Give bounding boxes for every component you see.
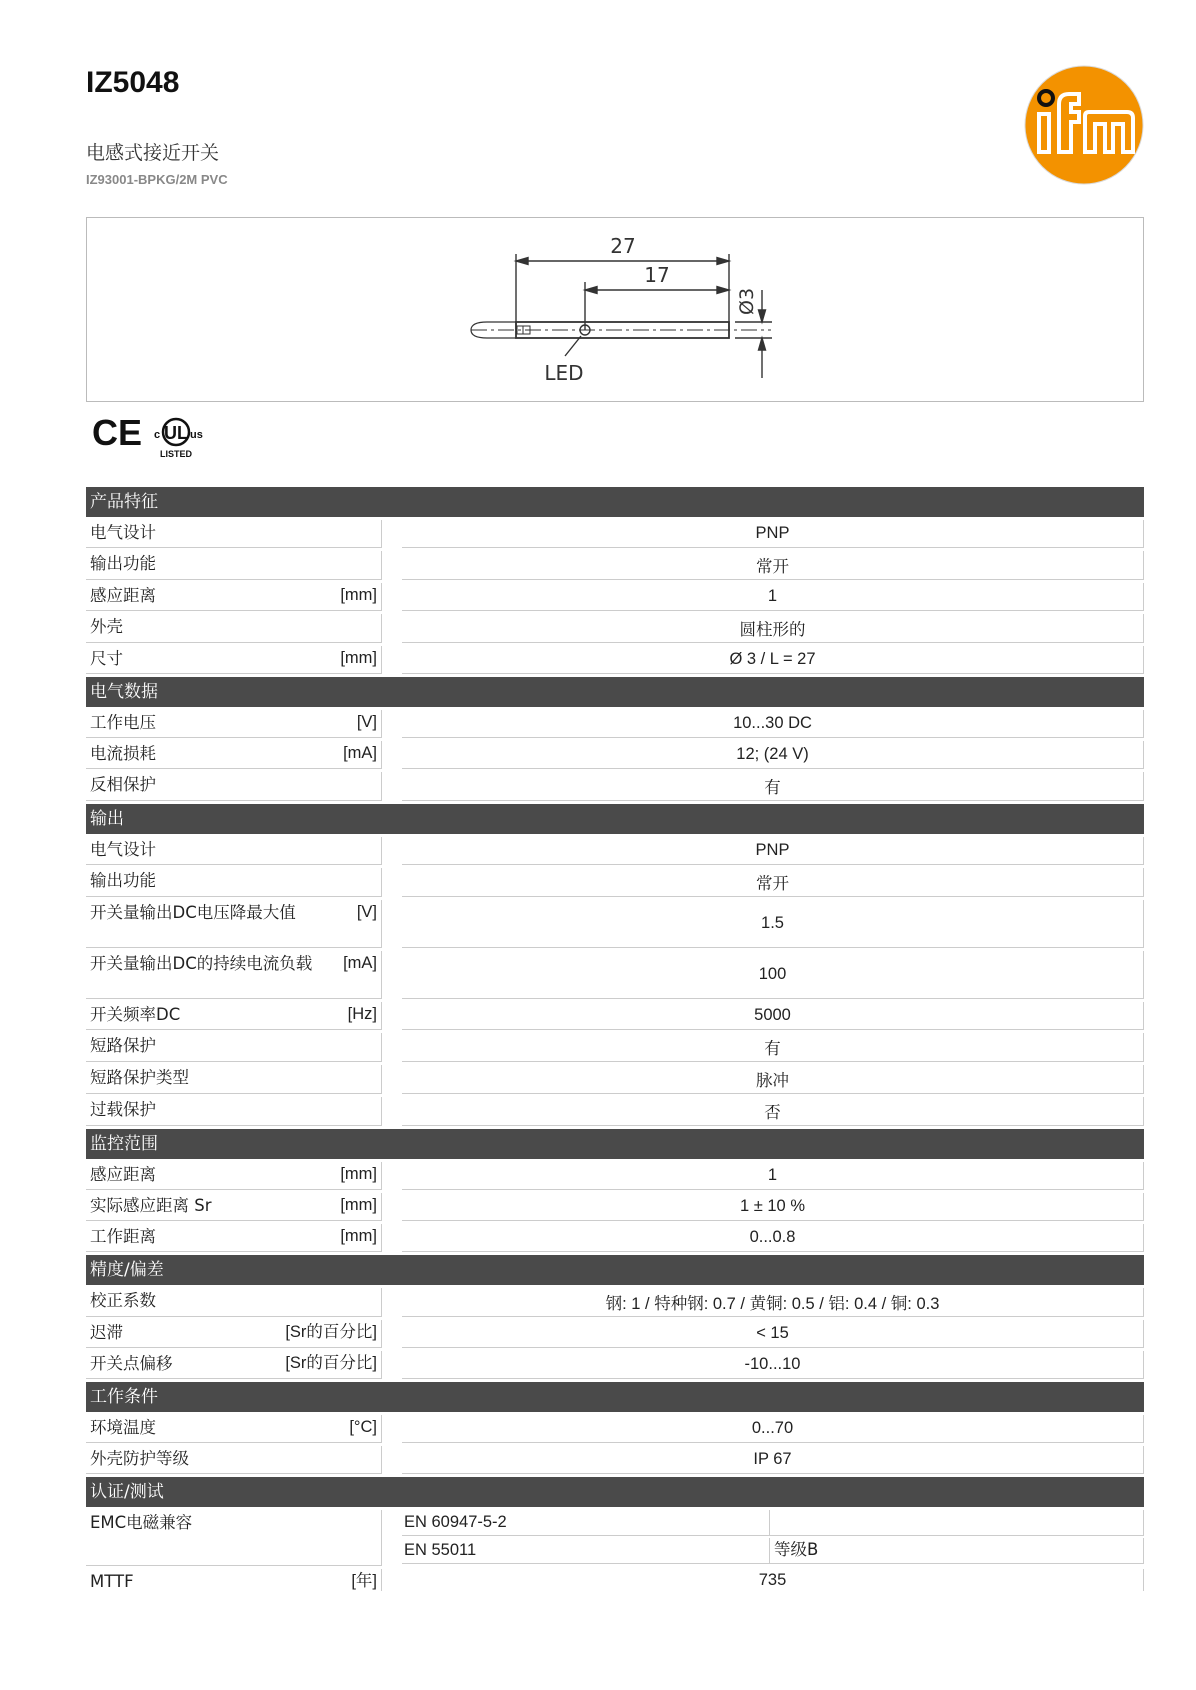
spec-row xyxy=(86,1002,1144,1030)
spec-value: 0...0.8 xyxy=(402,1224,1144,1252)
spec-label: 开关点偏移 xyxy=(90,1354,173,1373)
spec-row xyxy=(86,837,1144,865)
spec-value: 10...30 DC xyxy=(402,710,1144,738)
spec-label-cell xyxy=(86,900,382,948)
spec-row xyxy=(86,1224,1144,1252)
ce-mark: CE xyxy=(92,412,143,453)
spec-row xyxy=(86,520,1144,548)
spec-label-cell xyxy=(86,868,382,897)
spec-label: 输出功能 xyxy=(90,554,156,573)
spec-unit: [mA] xyxy=(343,744,377,762)
spec-value: 100 xyxy=(402,951,1144,999)
product-subtitle: 电感式接近开关 xyxy=(86,142,220,164)
spec-label: 开关频率DC xyxy=(90,1005,181,1024)
spec-label-cell xyxy=(86,1320,382,1348)
spec-row xyxy=(86,741,1144,769)
spec-row xyxy=(86,1097,1144,1126)
spec-row xyxy=(86,1415,1144,1443)
spec-value: 12; (24 V) xyxy=(402,741,1144,769)
spec-value: -10...10 xyxy=(402,1351,1144,1379)
spec-unit: [mm] xyxy=(340,1196,377,1214)
spec-value: 5000 xyxy=(402,1002,1144,1030)
emc-standard-row xyxy=(402,1510,1144,1536)
spec-label: 感应距离 xyxy=(90,586,156,605)
spec-row xyxy=(86,710,1144,738)
spec-label: 短路保护 xyxy=(90,1036,156,1055)
spec-label: 反相保护 xyxy=(90,775,156,794)
spec-label: 开关量输出DC电压降最大值 xyxy=(90,903,296,922)
spec-label: 尺寸 xyxy=(90,649,123,668)
spec-value: 否 xyxy=(402,1097,1144,1126)
spec-label-cell xyxy=(86,1415,382,1443)
spec-unit: [°C] xyxy=(349,1418,377,1436)
spec-label-cell xyxy=(86,1002,382,1030)
spec-label: 电流损耗 xyxy=(90,744,156,763)
emc-class xyxy=(770,1510,1144,1536)
ul-listed-mark: LISTED xyxy=(159,449,193,459)
certification-marks xyxy=(92,410,212,460)
spec-unit: [mm] xyxy=(340,1165,377,1183)
spec-row xyxy=(86,1288,1144,1317)
spec-label-cell xyxy=(86,614,382,643)
spec-label-cell xyxy=(86,837,382,865)
spec-label: 短路保护类型 xyxy=(90,1068,189,1087)
svg-text:UL: UL xyxy=(164,423,188,443)
spec-label-cell xyxy=(86,741,382,769)
ul-us-mark: us xyxy=(190,429,203,441)
spec-unit: [Hz] xyxy=(347,1005,377,1023)
mttf-label-cell xyxy=(86,1569,382,1591)
ul-c-mark: c xyxy=(154,429,161,441)
spec-label-cell xyxy=(86,551,382,580)
spec-unit: [Sr的百分比] xyxy=(285,1354,377,1372)
spec-row xyxy=(86,614,1144,643)
spec-label-cell xyxy=(86,1097,382,1126)
section-header: 产品特征 xyxy=(86,487,1144,517)
spec-value: 钢: 1 / 特种钢: 0.7 / 黄铜: 0.5 / 铝: 0.4 / 铜: 0.3 xyxy=(402,1288,1144,1317)
spec-label: 输出功能 xyxy=(90,871,156,890)
spec-value: 常开 xyxy=(402,551,1144,580)
spec-label-cell xyxy=(86,583,382,611)
mttf-value: 735 xyxy=(402,1569,1144,1591)
emc-standard: EN 55011 xyxy=(402,1538,770,1564)
dim-diameter-label: Ø3 xyxy=(736,287,758,315)
spec-label-cell xyxy=(86,1288,382,1317)
spec-label-cell xyxy=(86,520,382,548)
dim-partial-label: 17 xyxy=(644,263,670,287)
spec-row xyxy=(86,868,1144,897)
spec-row xyxy=(86,646,1144,674)
spec-label: 外壳防护等级 xyxy=(90,1449,189,1468)
spec-row xyxy=(86,900,1144,948)
spec-unit: [mm] xyxy=(340,1227,377,1245)
spec-row xyxy=(86,551,1144,580)
section-header: 监控范围 xyxy=(86,1129,1144,1159)
spec-label-cell xyxy=(86,710,382,738)
spec-row xyxy=(86,1320,1144,1348)
spec-label: 开关量输出DC的持续电流负载 xyxy=(90,954,313,973)
spec-label: 实际感应距离 Sr xyxy=(90,1196,212,1215)
emc-class: 等级B xyxy=(770,1538,1144,1564)
spec-row xyxy=(86,1033,1144,1062)
spec-label-cell xyxy=(86,772,382,801)
emc-row xyxy=(86,1510,1144,1566)
spec-row xyxy=(86,772,1144,801)
spec-label-cell xyxy=(86,1351,382,1379)
spec-value: IP 67 xyxy=(402,1446,1144,1474)
mttf-unit: [年] xyxy=(351,1572,377,1590)
spec-value: 有 xyxy=(402,772,1144,801)
spec-label: 过载保护 xyxy=(90,1100,156,1119)
emc-label: EMC电磁兼容 xyxy=(90,1513,193,1532)
spec-label-cell xyxy=(86,951,382,999)
spec-value: 常开 xyxy=(402,868,1144,897)
spec-value: 有 xyxy=(402,1033,1144,1062)
spec-value: 0...70 xyxy=(402,1415,1144,1443)
spec-label-cell xyxy=(86,1193,382,1221)
spec-label: 工作距离 xyxy=(90,1227,156,1246)
spec-value: 1.5 xyxy=(402,900,1144,948)
spec-value: 1 ± 10 % xyxy=(402,1193,1144,1221)
section-header: 精度/偏差 xyxy=(86,1255,1144,1285)
spec-row xyxy=(86,1193,1144,1221)
spec-unit: [V] xyxy=(356,903,377,921)
specifications-table xyxy=(86,487,1144,1591)
spec-unit: [Sr的百分比] xyxy=(285,1323,377,1341)
spec-label: 感应距离 xyxy=(90,1165,156,1184)
section-header: 工作条件 xyxy=(86,1382,1144,1412)
article-number: IZ93001-BPKG/2M PVC xyxy=(86,172,228,187)
spec-unit: [mA] xyxy=(343,954,377,972)
spec-value: < 15 xyxy=(402,1320,1144,1348)
spec-label-cell xyxy=(86,1446,382,1474)
section-header: 电气数据 xyxy=(86,677,1144,707)
spec-label: 电气设计 xyxy=(90,523,156,542)
spec-row xyxy=(86,1162,1144,1190)
emc-label-cell xyxy=(86,1510,382,1566)
spec-label: 电气设计 xyxy=(90,840,156,859)
spec-value: 圆柱形的 xyxy=(402,614,1144,643)
spec-label-cell xyxy=(86,646,382,674)
spec-value: PNP xyxy=(402,520,1144,548)
spec-value: 1 xyxy=(402,1162,1144,1190)
emc-standards xyxy=(402,1510,1144,1566)
spec-label: 工作电压 xyxy=(90,713,156,732)
spec-value: 脉冲 xyxy=(402,1065,1144,1094)
spec-label-cell xyxy=(86,1033,382,1062)
spec-row xyxy=(86,1351,1144,1379)
spec-value: Ø 3 / L = 27 xyxy=(402,646,1144,674)
spec-value: PNP xyxy=(402,837,1144,865)
section-header-certification: 认证/测试 xyxy=(86,1477,1144,1507)
spec-unit: [mm] xyxy=(340,586,377,604)
spec-unit: [V] xyxy=(356,713,377,731)
spec-label: 迟滞 xyxy=(90,1323,123,1342)
dim-total-label: 27 xyxy=(610,234,636,258)
section-header: 输出 xyxy=(86,804,1144,834)
spec-label: 校正系数 xyxy=(90,1291,156,1310)
mttf-row xyxy=(86,1569,1144,1591)
spec-row xyxy=(86,583,1144,611)
emc-standard-row xyxy=(402,1538,1144,1564)
mttf-label: MTTF xyxy=(90,1572,134,1591)
emc-standard: EN 60947-5-2 xyxy=(402,1510,770,1536)
spec-row xyxy=(86,1446,1144,1474)
spec-row xyxy=(86,1065,1144,1094)
spec-unit: [mm] xyxy=(340,649,377,667)
spec-label-cell xyxy=(86,1224,382,1252)
led-label: LED xyxy=(544,361,584,385)
spec-row xyxy=(86,951,1144,999)
spec-label: 外壳 xyxy=(90,617,123,636)
spec-label-cell xyxy=(86,1065,382,1094)
product-title: IZ5048 xyxy=(86,66,180,99)
spec-label-cell xyxy=(86,1162,382,1190)
ifm-logo xyxy=(1023,64,1145,186)
spec-label: 环境温度 xyxy=(90,1418,156,1437)
spec-value: 1 xyxy=(402,583,1144,611)
dimension-drawing xyxy=(86,217,1144,402)
